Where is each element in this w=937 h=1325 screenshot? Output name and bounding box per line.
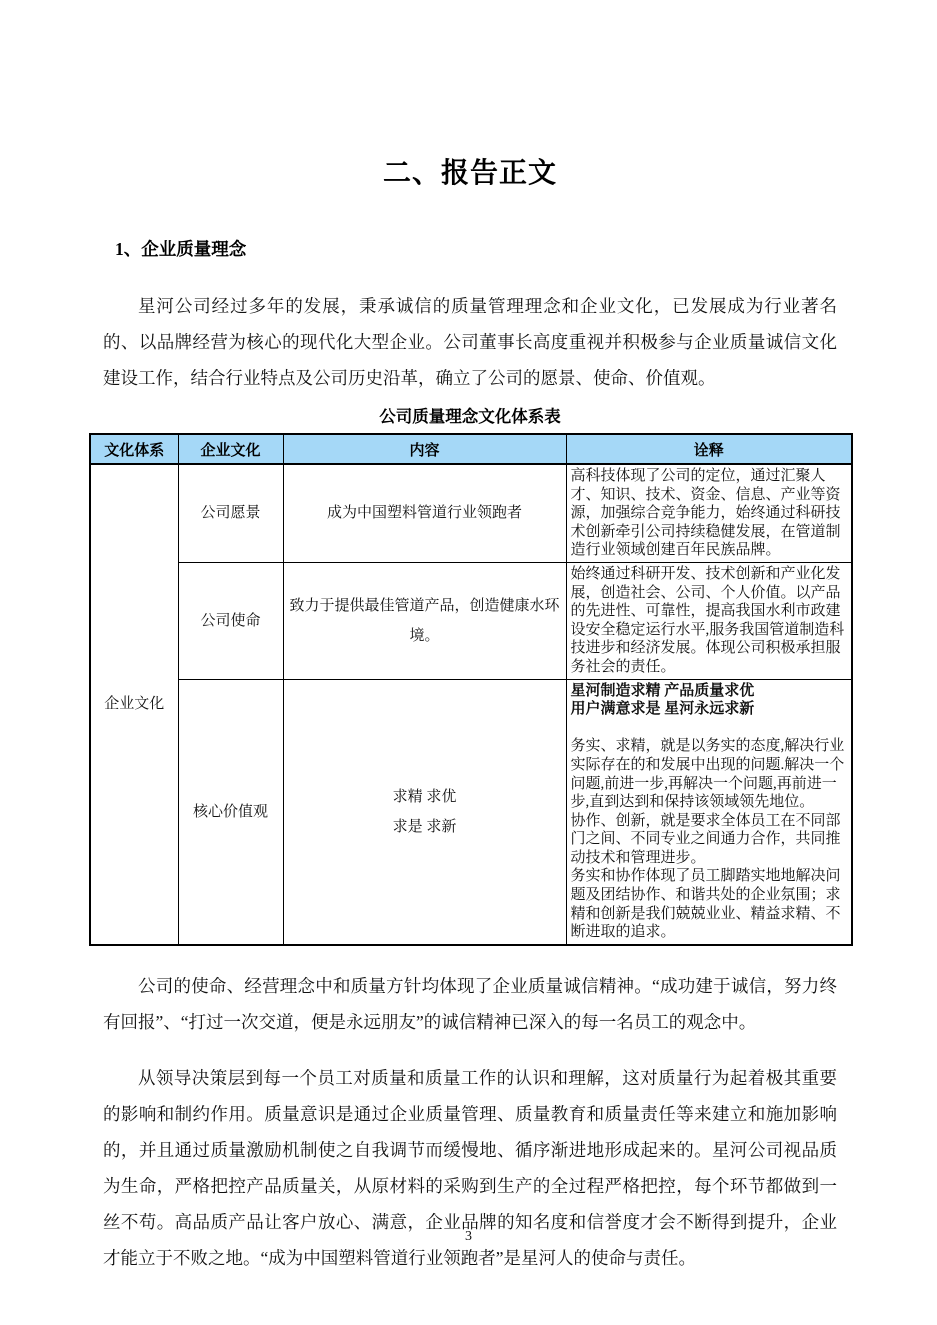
paragraph-integrity: 公司的使命、经营理念中和质量方针均体现了企业质量诚信精神。“成功建于诚信，努力终有回报”、“打过一次交道，便是永远朋友”的诚信精神已深入的每一名员工的观念中。 bbox=[103, 975, 837, 1032]
col-header-culture-system: 文化体系 bbox=[90, 434, 178, 464]
table-row-core-values bbox=[90, 679, 852, 945]
table-row-mission bbox=[90, 562, 852, 679]
culture-table bbox=[89, 433, 853, 946]
cell-vision-interpretation: 高科技体现了公司的定位，通过汇聚人才、知识、技术、资金、信息、产业等资源，加强综合竞争能力，始终通过科研技术创新牵引公司持续稳健发展，在管道制造行业领域创建百年民族品牌。 bbox=[566, 464, 852, 562]
cell-mission-interpretation: 始终通过科研开发、技术创新和产业化发展，创造社会、公司、个人价值。以产品的先进性、可靠性，提高我国水利市政建设安全稳定运行水平,服务我国管道制造科技进步和经济发展。体现公司积极承担服务社会的责任。 bbox=[566, 562, 852, 679]
values-interp-para3: 务实和协作体现了员工脚踏实地地解决问题及团结协作、和谐共处的企业氛围；求精和创新是我们兢兢业业、精益求精、不断进取的追求。 bbox=[570, 868, 841, 941]
values-slogan-line1: 星河制造求精 产品质量求优 bbox=[570, 682, 755, 699]
cell-values-interpretation bbox=[566, 679, 852, 945]
col-header-interpretation: 诠释 bbox=[566, 434, 852, 464]
page-number: 3 bbox=[465, 1229, 472, 1244]
paragraph-quality-awareness: 从领导决策层到每一个员工对质量和质量工作的认识和理解，这对质量行为起着极其重要的影响和制约作用。质量意识是通过企业质量管理、质量教育和质量责任等来建立和施加影响的，并且通过质量激励机制使之自我调节而缓慢地、循序渐进地形成起来的。星河公司视品质为生命，严格把控产品质量关，从原材料的采购到生产的全过程严格把控，每个环节都做到一丝不苟。高品质产品让客户放心、满意，企业品牌的知名度和信誉度才会不断得到提升，企业才能立于不败之地。“成为中国塑料管道行业领跑者”是星河人的使命与责任。 bbox=[103, 1067, 837, 1268]
values-content-line2: 求是 求新 bbox=[392, 818, 457, 835]
values-content-line1: 求精 求优 bbox=[392, 788, 457, 805]
col-header-content: 内容 bbox=[283, 434, 566, 464]
cell-mission-content: 致力于提供最佳管道产品，创造健康水环境。 bbox=[283, 562, 566, 679]
values-slogan-line2: 用户满意求是 星河永远求新 bbox=[570, 701, 755, 718]
cell-vision-label: 公司愿景 bbox=[178, 464, 283, 562]
cell-culture-system-merged: 企业文化 bbox=[90, 464, 178, 945]
cell-values-label: 核心价值观 bbox=[178, 679, 283, 945]
section-heading: 1、企业质量理念 bbox=[115, 239, 247, 259]
paragraph-intro: 星河公司经过多年的发展，秉承诚信的质量管理理念和企业文化，已发展成为行业著名的、以品牌经营为核心的现代化大型企业。公司董事长高度重视并积极参与企业质量诚信文化建设工作，结合行业特点及公司历史沿革，确立了公司的愿景、使命、价值观。 bbox=[103, 296, 837, 388]
values-interp-spacer bbox=[571, 719, 848, 738]
cell-mission-label: 公司使命 bbox=[178, 562, 283, 679]
cell-values-content bbox=[283, 679, 566, 945]
col-header-enterprise-culture: 企业文化 bbox=[178, 434, 283, 464]
table-header-row bbox=[90, 434, 852, 464]
page-title: 二、报告正文 bbox=[382, 157, 557, 188]
values-interp-para1: 务实、求精，就是以务实的态度,解决行业实际存在的和发展中出现的问题.解决一个问题,前进一步,再解决一个问题,再前进一步,直到达到和保持该领域领先地位。 bbox=[570, 738, 845, 811]
table-row-vision bbox=[90, 464, 852, 562]
table-title: 公司质量理念文化体系表 bbox=[379, 407, 561, 426]
values-interp-para2: 协作、创新，就是要求全体员工在不同部门之间、不同专业之间通力合作，共同推动技术和管理进步。 bbox=[570, 812, 841, 866]
cell-vision-content: 成为中国塑料管道行业领跑者 bbox=[283, 464, 566, 562]
